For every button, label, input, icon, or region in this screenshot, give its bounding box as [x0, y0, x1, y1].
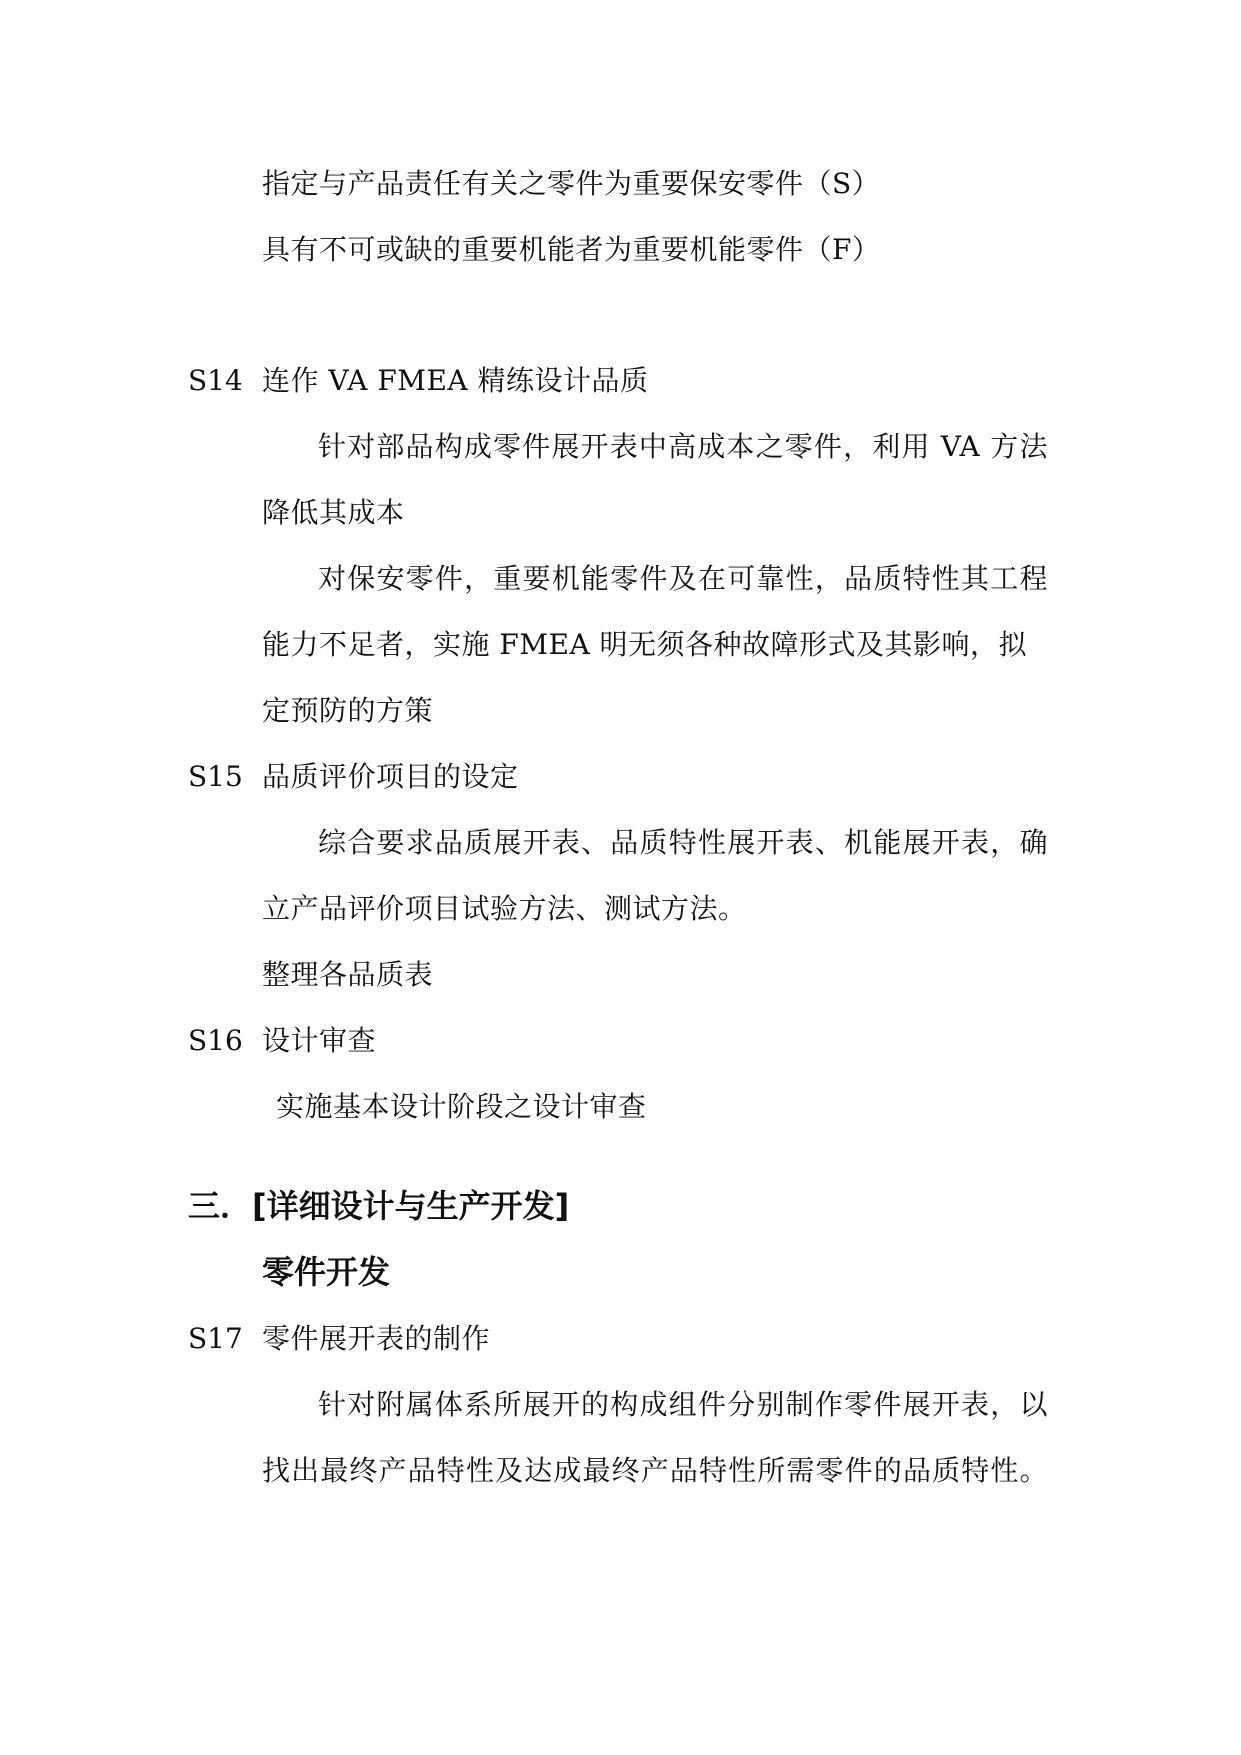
s17-para-line1: 针对附属体系所展开的构成组件分别制作零件展开表，以 [318, 1388, 1048, 1421]
s15-para2: 整理各品质表 [262, 958, 434, 991]
s14-para1-line2: 降低其成本 [262, 496, 405, 529]
s16-para: 实施基本设计阶段之设计审查 [276, 1090, 647, 1123]
s14-para2-line2: 能力不足者，实施 FMEA 明无须各种故障形式及其影响，拟 [262, 628, 1028, 661]
s17-para-line2: 找出最终产品特性及达成最终产品特性所需零件的品质特性。 [262, 1454, 1048, 1487]
intro-line-1: 指定与产品责任有关之零件为重要保安零件（S） [262, 167, 881, 200]
s14-para2-line3: 定预防的方策 [262, 694, 434, 727]
step-number-s14: S14 [188, 364, 243, 397]
step-title-s14: 连作 VA FMEA 精练设计品质 [262, 364, 649, 397]
step-number-s15: S15 [188, 760, 243, 793]
s15-para1-line1: 综合要求品质展开表、品质特性展开表、机能展开表，确 [318, 826, 1048, 859]
section-heading: 三．[详细设计与生产开发] [188, 1187, 570, 1225]
s14-para1-line1: 针对部品构成零件展开表中高成本之零件，利用 VA 方法 [318, 430, 1048, 463]
step-title-s17: 零件展开表的制作 [262, 1322, 491, 1355]
step-number-s17: S17 [188, 1322, 243, 1355]
s14-para2-line1: 对保安零件，重要机能零件及在可靠性，品质特性其工程 [318, 562, 1048, 595]
step-title-s16: 设计审查 [262, 1024, 377, 1057]
s15-para1-line2: 立产品评价项目试验方法、测试方法。 [262, 892, 747, 925]
step-number-s16: S16 [188, 1024, 243, 1057]
step-title-s15: 品质评价项目的设定 [262, 760, 519, 793]
section-subheading: 零件开发 [262, 1253, 391, 1291]
intro-line-2: 具有不可或缺的重要机能者为重要机能零件（F） [262, 233, 881, 266]
